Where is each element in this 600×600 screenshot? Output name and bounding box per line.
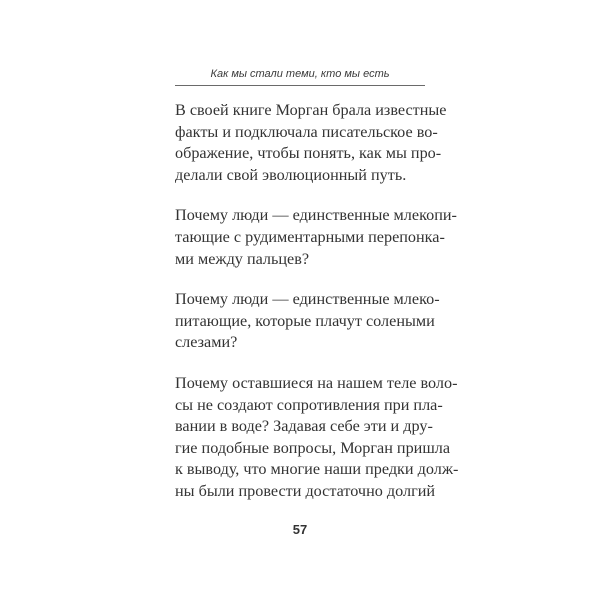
text-line: ны были провести достаточно долгий: [175, 481, 436, 500]
text-line: ми между пальцев?: [175, 249, 310, 268]
text-line: ображение, чтобы понять, как мы про-: [175, 144, 442, 163]
text-line: Почему люди — единственные млекопи-: [175, 206, 457, 225]
text-line: делали свой эволюционный путь.: [175, 165, 407, 184]
text-line: к выводу, что многие наши предки долж-: [175, 460, 459, 479]
running-head-title: Как мы стали теми, кто мы есть: [210, 68, 390, 80]
text-line: Почему люди — единственные млеко-: [175, 290, 440, 309]
text-line: Почему оставшиеся на нашем теле воло-: [175, 373, 458, 392]
text-line: слезами?: [175, 333, 238, 352]
header-rule-divider: [175, 85, 425, 86]
page-number: 57: [292, 522, 308, 537]
text-line: сы не создают сопротивления при пла-: [175, 395, 443, 414]
text-line: тающие с рудиментарными перепонка-: [175, 227, 445, 246]
body-text: [175, 100, 459, 522]
paragraph-2: [175, 205, 457, 270]
text-line: вании в воде? Задавая себе эти и дру-: [175, 417, 433, 436]
text-line: факты и подключала писательское во-: [175, 122, 438, 141]
text-line: В своей книге Морган брала известные: [175, 101, 447, 119]
paragraph-3: [175, 289, 440, 354]
text-line: гие подобные вопросы, Морган пришла: [175, 438, 451, 457]
paragraph-4: [175, 373, 459, 503]
text-line: питающие, которые плачут солеными: [175, 311, 435, 330]
paragraph-1: [175, 100, 447, 186]
